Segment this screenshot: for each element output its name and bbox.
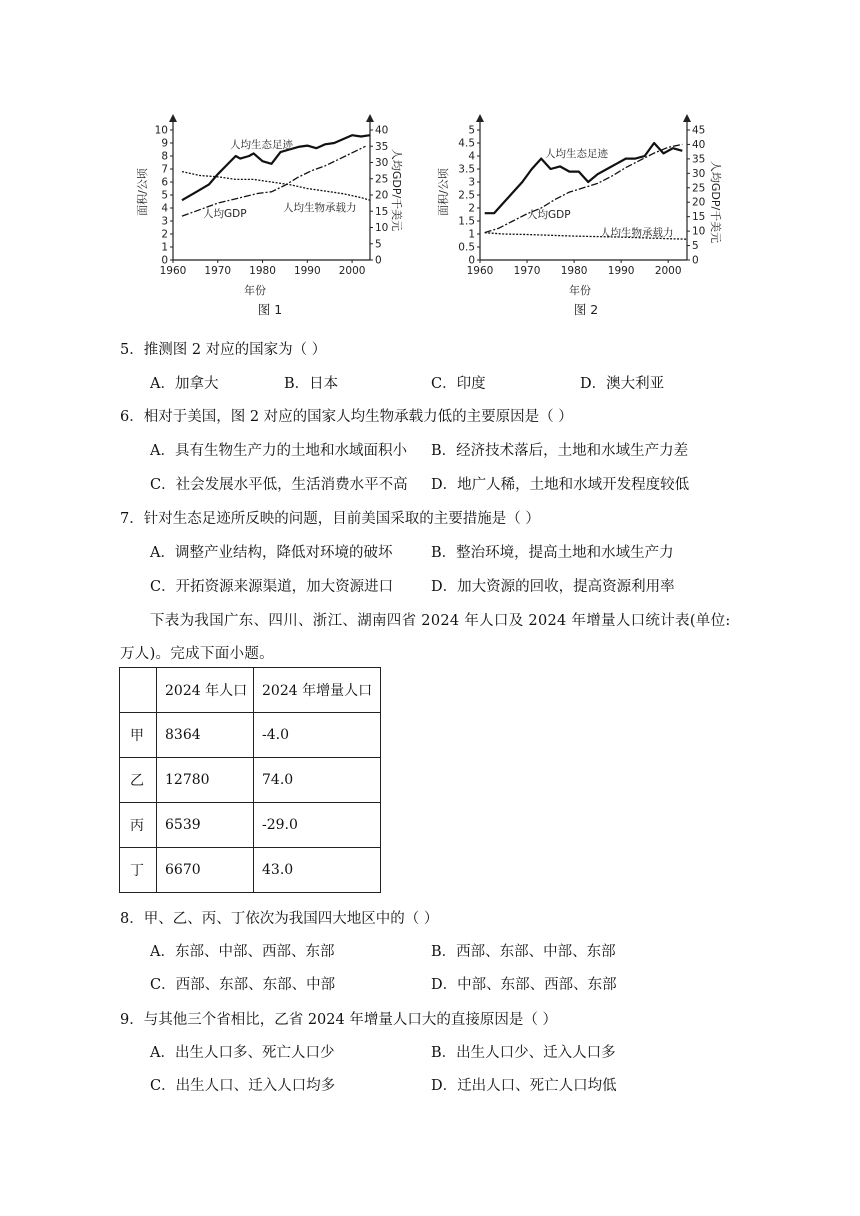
question-9-option-b[interactable]: B．出生人口少、迁入人口多 [431, 1045, 616, 1061]
y-right-tick-label: 35 [375, 140, 389, 153]
question-6-option-c[interactable]: C．社会发展水平低，生活消费水平不高 [150, 477, 408, 493]
y-left-tick-label: 0 [161, 254, 168, 267]
question-9-option-d[interactable]: D．迁出人口、死亡人口均低 [431, 1078, 617, 1094]
x-tick-label: 1970 [204, 265, 232, 277]
table-cell: 8364 [157, 713, 254, 758]
table-cell: 甲 [120, 713, 157, 758]
question-5-option-d[interactable]: D．澳大利亚 [580, 376, 665, 392]
question-8-stem: 8．甲、乙、丙、丁依次为我国四大地区中的（ ） [120, 911, 439, 927]
y-right-tick-label: 20 [692, 196, 706, 209]
table-cell: 74.0 [254, 758, 381, 803]
question-8-option-c[interactable]: C．西部、东部、东部、中部 [150, 977, 336, 993]
y-right-tick-label: 10 [692, 225, 706, 238]
x-tick-label: 1960 [159, 265, 187, 277]
fig1-label-capacity: 人均生物承载力 [283, 202, 357, 214]
question-8-option-a[interactable]: A．东部、中部、西部、东部 [150, 944, 335, 960]
y-left-tick-label: 1 [161, 241, 168, 254]
figure-2 [437, 112, 722, 322]
y-right-tick-label: 10 [375, 222, 389, 234]
y-right-tick-label: 25 [375, 173, 389, 186]
y-right-tick-label: 20 [375, 189, 389, 202]
table-row [120, 803, 381, 848]
y-right-tick-label: 5 [692, 240, 699, 253]
x-tick-label: 1990 [607, 265, 635, 277]
question-6-option-a[interactable]: A．具有生物生产力的土地和水域面积小 [150, 443, 407, 459]
figure-1 [135, 112, 403, 322]
y-left-tick-label: 4 [468, 150, 475, 163]
y-right-tick-label: 15 [375, 205, 389, 218]
fig1-label-footprint: 人均生态足迹 [230, 139, 293, 151]
y-right-tick-label: 40 [692, 138, 706, 151]
question-7-stem: 7．针对生态足迹所反映的问题，目前美国采取的主要措施是（ ） [120, 511, 540, 527]
table-row [120, 848, 381, 893]
y-left-tick-label: 0.5 [458, 241, 475, 254]
y-left-tick-label: 1.5 [458, 215, 475, 228]
fig1-y-right-label: 人均GDP/千美元 [390, 148, 403, 232]
question-5-option-b[interactable]: B．日本 [284, 376, 339, 392]
y-left-tick-label: 6 [161, 176, 168, 189]
y-left-tick-label: 10 [154, 124, 168, 137]
fig2-x-label: 年份 [569, 284, 591, 297]
y-right-tick-label: 0 [692, 254, 699, 267]
table-header-cell [120, 668, 157, 713]
fig2-label-gdp: 人均GDP [527, 209, 571, 221]
question-6-stem: 6．相对于美国，图 2 对应的国家人均生物承载力低的主要原因是（ ） [120, 409, 573, 425]
y-right-tick-label: 35 [692, 153, 706, 166]
table-cell: 12780 [157, 758, 254, 803]
y-left-tick-label: 1 [468, 228, 475, 241]
y-left-tick-label: 7 [161, 163, 168, 176]
y-left-tick-label: 3.5 [458, 163, 475, 176]
table-row [120, 758, 381, 803]
question-6-option-b[interactable]: B．经济技术落后，土地和水域生产力差 [431, 443, 689, 459]
question-7-option-b[interactable]: B．整治环境，提高土地和水域生产力 [431, 545, 674, 561]
y-right-tick-label: 0 [375, 254, 382, 267]
y-right-tick-label: 45 [692, 124, 706, 137]
y-right-tick-label: 5 [375, 238, 382, 251]
population-table [119, 667, 381, 893]
series-line-capacity [182, 172, 370, 201]
fig1-caption: 图 1 [257, 302, 283, 317]
y-left-tick-label: 4 [161, 202, 168, 215]
table-cell: -29.0 [254, 803, 381, 848]
table-row [120, 713, 381, 758]
question-9-option-c[interactable]: C．出生人口、迁入人口均多 [150, 1078, 336, 1094]
fig1-label-gdp: 人均GDP [203, 208, 247, 220]
question-9-option-a[interactable]: A．出生人口多、死亡人口少 [150, 1045, 335, 1061]
question-7-option-c[interactable]: C．开拓资源来源渠道，加大资源进口 [150, 579, 394, 595]
fig2-right-arrow [683, 114, 691, 122]
table-cell: 丁 [120, 848, 157, 893]
table-cell: 6539 [157, 803, 254, 848]
y-right-tick-label: 25 [692, 182, 706, 195]
y-right-tick-label: 40 [375, 124, 389, 137]
table-cell: 乙 [120, 758, 157, 803]
table-intro-line-2: 万人)。完成下面小题。 [120, 646, 274, 662]
y-left-tick-label: 5 [161, 189, 168, 202]
x-tick-label: 1980 [560, 265, 588, 277]
table-cell: 6670 [157, 848, 254, 893]
table-header-row [120, 668, 381, 713]
question-7-option-d[interactable]: D．加大资源的回收，提高资源利用率 [431, 579, 675, 595]
y-left-tick-label: 8 [161, 150, 168, 163]
y-left-tick-label: 5 [468, 124, 475, 137]
table-cell: 丙 [120, 803, 157, 848]
y-left-tick-label: 9 [161, 137, 168, 150]
fig1-y-left-label: 面积/公顷 [136, 168, 149, 216]
fig1-x-label: 年份 [244, 284, 266, 297]
x-tick-label: 2000 [654, 265, 682, 277]
fig2-y-right-label: 人均GDP/千美元 [709, 160, 722, 244]
y-right-tick-label: 30 [692, 167, 706, 180]
table-header-cell: 2024 年人口 [157, 668, 254, 713]
question-9-stem: 9．与其他三个省相比，乙省 2024 年增量人口大的直接原因是（ ） [120, 1012, 557, 1028]
fig1-left-arrow [169, 114, 177, 122]
question-5-option-c[interactable]: C．印度 [431, 376, 486, 392]
y-left-tick-label: 2 [468, 202, 475, 215]
fig2-label-footprint: 人均生态足迹 [545, 148, 608, 160]
y-left-tick-label: 2 [161, 228, 168, 241]
y-right-tick-label: 30 [375, 157, 389, 169]
fig1-right-arrow [366, 114, 374, 122]
y-left-tick-label: 3 [161, 215, 168, 228]
question-6-option-d[interactable]: D．地广人稀，土地和水域开发程度较低 [431, 477, 690, 493]
table-intro-line-1: 下表为我国广东、四川、浙江、湖南四省 2024 年人口及 2024 年增量人口统计表(单位: [150, 613, 731, 629]
fig2-left-arrow [476, 114, 484, 122]
fig2-label-capacity: 人均生物承载力 [600, 227, 674, 239]
table-cell: 43.0 [254, 848, 381, 893]
fig2-y-left-label: 面积/公顷 [437, 168, 450, 216]
x-tick-label: 1970 [513, 265, 541, 277]
table-header-cell: 2024 年增量人口 [254, 668, 381, 713]
y-right-tick-label: 15 [692, 211, 706, 224]
question-7-option-a[interactable]: A．调整产业结构，降低对环境的破坏 [150, 545, 393, 561]
y-left-tick-label: 4.5 [458, 137, 475, 150]
y-left-tick-label: 2.5 [458, 189, 475, 202]
y-left-tick-label: 3 [468, 176, 475, 189]
question-8-option-d[interactable]: D．中部、东部、西部、东部 [431, 977, 617, 993]
y-left-tick-label: 0 [468, 254, 475, 267]
question-5-option-a[interactable]: A．加拿大 [150, 376, 219, 392]
table-cell: -4.0 [254, 713, 381, 758]
question-8-option-b[interactable]: B．西部、东部、中部、东部 [431, 944, 616, 960]
x-tick-label: 1990 [293, 265, 321, 277]
x-tick-label: 1980 [249, 265, 276, 277]
fig2-caption: 图 2 [573, 302, 599, 317]
question-5-stem: 5．推测图 2 对应的国家为（ ） [120, 342, 327, 358]
x-tick-label: 2000 [338, 265, 366, 277]
x-tick-label: 1960 [466, 265, 494, 277]
